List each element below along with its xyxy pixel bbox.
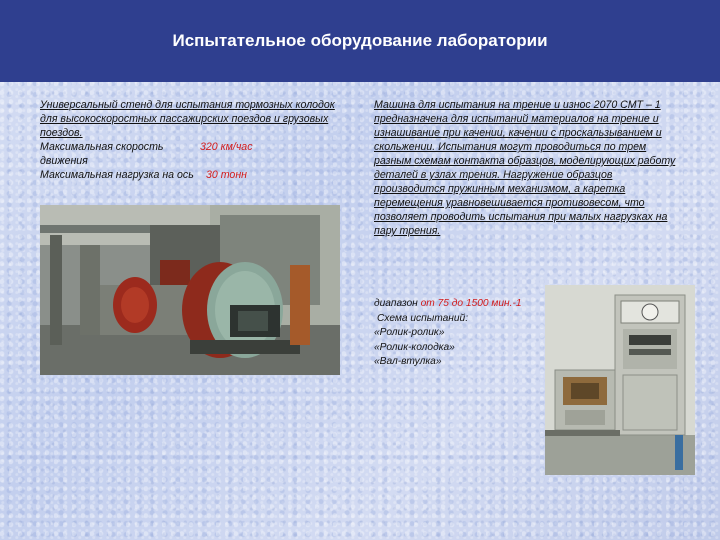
spec-row-load: [40, 168, 340, 182]
rpm-range-value: от 75 до 1500 мин.-1: [420, 298, 522, 309]
schemes-title: Схема испытаний:: [377, 312, 469, 324]
spec-label-speed: Максимальная скорость движения: [40, 141, 164, 167]
friction-machine-photo: [545, 285, 695, 475]
test-schemes-block: [374, 297, 554, 370]
spec-row-speed: [40, 140, 340, 168]
spec-value-speed: 320 км/час: [200, 141, 253, 153]
scheme-item: «Вал-втулка»: [374, 356, 442, 367]
scheme-item: «Ролик-колодка»: [374, 341, 455, 353]
spec-value-load: 30 тонн: [206, 169, 247, 181]
stand-description-block: [40, 98, 340, 182]
spec-label-load: Максимальная нагрузка на ось: [40, 169, 194, 181]
scheme-item: «Ролик-ролик»: [374, 327, 445, 338]
stand-description: Универсальный стенд для испытания тормозных колодок для высокоскоростных пассажирских поездов и грузовых поездов.: [40, 99, 335, 139]
page-title: Испытательное оборудование лаборатории: [172, 31, 548, 50]
rpm-range-row: [374, 297, 554, 312]
title-banner: [0, 0, 720, 82]
brake-stand-photo: [40, 205, 340, 375]
rpm-range-label: диапазон: [374, 298, 418, 309]
friction-machine-description: Машина для испытания на трение и износ 2070 СМТ – 1 предназначена для испытаний материалов на трение и изнашивание при качении, качении с проскальзыванием и скольжении. Испытания могут проводиться по трем разным схемам контакта образцов, моделирующих работу деталей в узлах трения. Нагружение образцов производится пружинным механизмом, а каретка перемещения уравновешивается противовесом, что позволяет проводить испытания при малых нагрузках на пару трения.: [374, 99, 676, 237]
friction-machine-description-block: [374, 98, 684, 238]
